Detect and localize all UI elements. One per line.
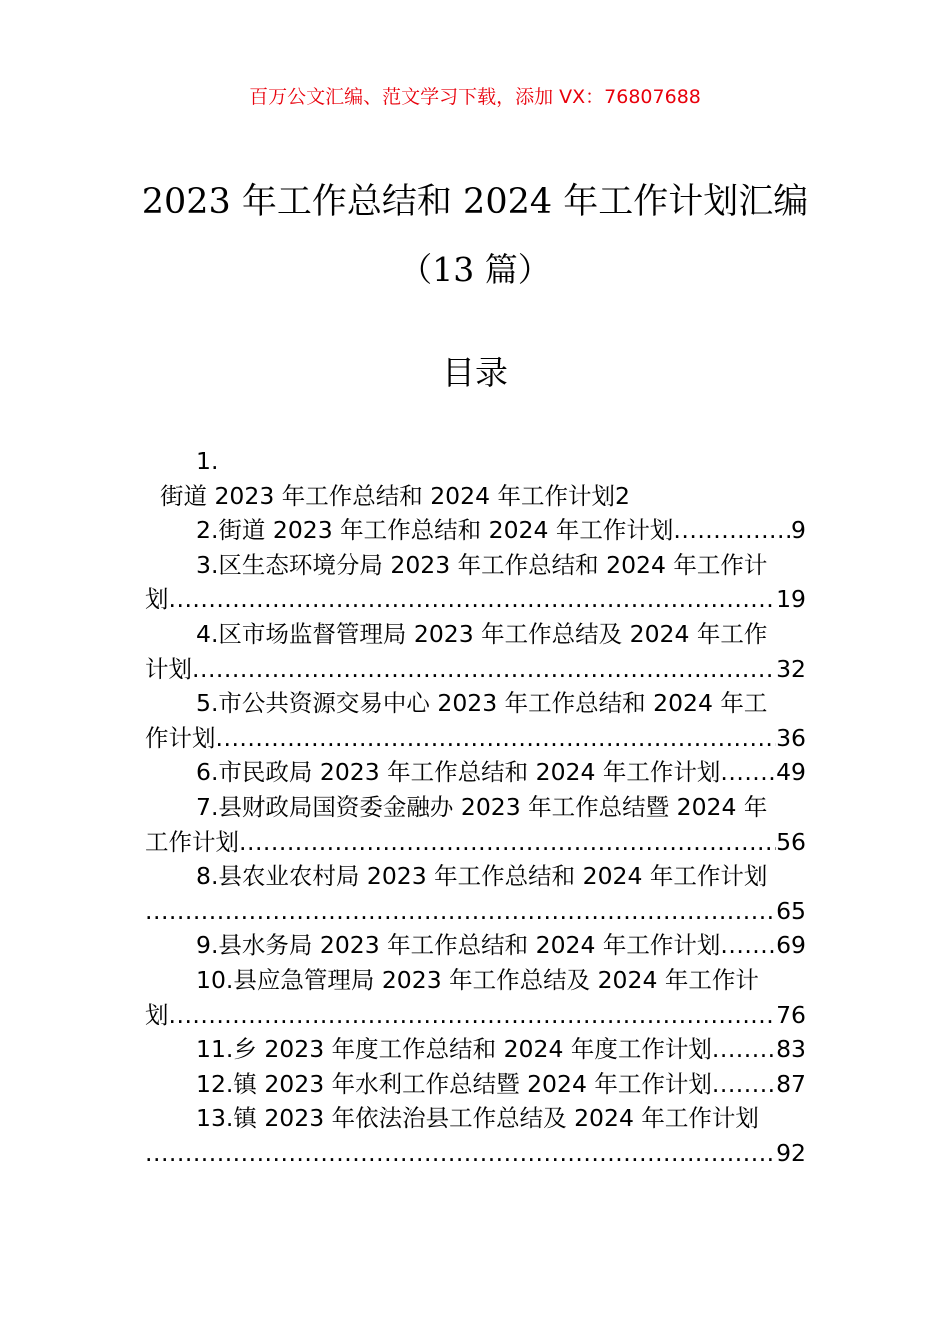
dot-leader (192, 652, 776, 687)
dot-leader (712, 1032, 776, 1067)
toc-entry-title: 3.区生态环境分局 2023 年工作总结和 2024 年工作计 (196, 550, 768, 579)
toc-entry-title-cont: 划 (145, 1000, 169, 1029)
dot-leader (169, 582, 777, 617)
toc-entry-page: 69 (776, 931, 806, 960)
toc-entry-title-cont: 计划 (145, 654, 192, 683)
dot-leader (673, 513, 791, 548)
toc-entry-12[interactable] (145, 1067, 806, 1102)
toc-entry-title: 10.县应急管理局 2023 年工作总结及 2024 年工作计 (196, 965, 759, 994)
toc-entry-title: 7.县财政局国资委金融办 2023 年工作总结暨 2024 年 (196, 792, 768, 821)
table-of-contents (145, 444, 806, 1170)
dot-leader (720, 928, 776, 963)
toc-entry-page: 19 (776, 585, 806, 614)
toc-entry-page: 65 (776, 896, 806, 925)
toc-entry-title-cont: 工作计划 (145, 827, 239, 856)
toc-entry-1[interactable] (145, 479, 806, 514)
dot-leader (720, 755, 776, 790)
toc-entry-13-continuation[interactable] (145, 1136, 806, 1171)
toc-entry-page: 76 (776, 1000, 806, 1029)
toc-entry-page: 87 (776, 1069, 806, 1098)
toc-entry-title-cont: 作计划 (145, 723, 216, 752)
toc-entry-10-continuation[interactable] (145, 998, 806, 1033)
dot-leader (216, 721, 777, 756)
header-promo-note: 百万公文汇编、范文学习下载，添加 VX：76807688 (249, 86, 701, 108)
toc-entry-8[interactable] (145, 859, 806, 894)
toc-entry-7-continuation[interactable] (145, 825, 806, 860)
toc-entry-3-continuation[interactable] (145, 582, 806, 617)
toc-entry-page: 56 (776, 827, 806, 856)
toc-entry-4-continuation[interactable] (145, 652, 806, 687)
toc-entry-number: 1. (196, 447, 219, 475)
toc-entry-title: 5.市公共资源交易中心 2023 年工作总结和 2024 年工 (196, 689, 768, 718)
dot-leader (169, 998, 777, 1033)
dot-leader (145, 894, 776, 929)
toc-entry-10[interactable] (145, 963, 806, 998)
toc-entry-1-number-line[interactable] (145, 444, 806, 479)
toc-entry-title: 8.县农业农村局 2023 年工作总结和 2024 年工作计划 (196, 862, 768, 891)
toc-entry-title: 13.镇 2023 年依法治县工作总结及 2024 年工作计划 (196, 1104, 759, 1133)
toc-entry-page: 2 (615, 481, 630, 510)
dot-leader (145, 1136, 776, 1171)
toc-entry-title-cont: 划 (145, 585, 169, 614)
toc-entry-title: 9.县水务局 2023 年工作总结和 2024 年工作计划 (196, 931, 721, 960)
toc-entry-title: 2.街道 2023 年工作总结和 2024 年工作计划 (196, 516, 674, 545)
toc-entry-5[interactable] (145, 686, 806, 721)
toc-entry-6[interactable] (145, 755, 806, 790)
toc-entry-2[interactable] (145, 513, 806, 548)
toc-entry-page: 9 (791, 516, 806, 545)
toc-entry-title: 4.区市场监督管理局 2023 年工作总结及 2024 年工作 (196, 619, 768, 648)
toc-entry-4[interactable] (145, 617, 806, 652)
toc-entry-title: 11.乡 2023 年度工作总结和 2024 年度工作计划 (196, 1035, 712, 1064)
toc-entry-page: 92 (776, 1138, 806, 1167)
dot-leader (239, 825, 776, 860)
toc-entry-page: 32 (776, 654, 806, 683)
toc-entry-title: 12.镇 2023 年水利工作总结暨 2024 年工作计划 (196, 1069, 712, 1098)
toc-entry-7[interactable] (145, 790, 806, 825)
toc-entry-page: 36 (776, 723, 806, 752)
toc-entry-page: 83 (776, 1035, 806, 1064)
toc-entry-13[interactable] (145, 1101, 806, 1136)
toc-entry-title: 6.市民政局 2023 年工作总结和 2024 年工作计划 (196, 758, 721, 787)
document-title: 2023 年工作总结和 2024 年工作计划汇编 (141, 182, 809, 222)
toc-entry-9[interactable] (145, 928, 806, 963)
dot-leader (712, 1067, 776, 1102)
document-subtitle: （13 篇） (399, 250, 551, 289)
toc-heading: 目录 (442, 353, 508, 392)
toc-entry-8-continuation[interactable] (145, 894, 806, 929)
toc-entry-page: 49 (776, 758, 806, 787)
toc-entry-title: 街道 2023 年工作总结和 2024 年工作计划 (160, 481, 615, 510)
toc-entry-5-continuation[interactable] (145, 721, 806, 756)
toc-entry-11[interactable] (145, 1032, 806, 1067)
toc-entry-3[interactable] (145, 548, 806, 583)
